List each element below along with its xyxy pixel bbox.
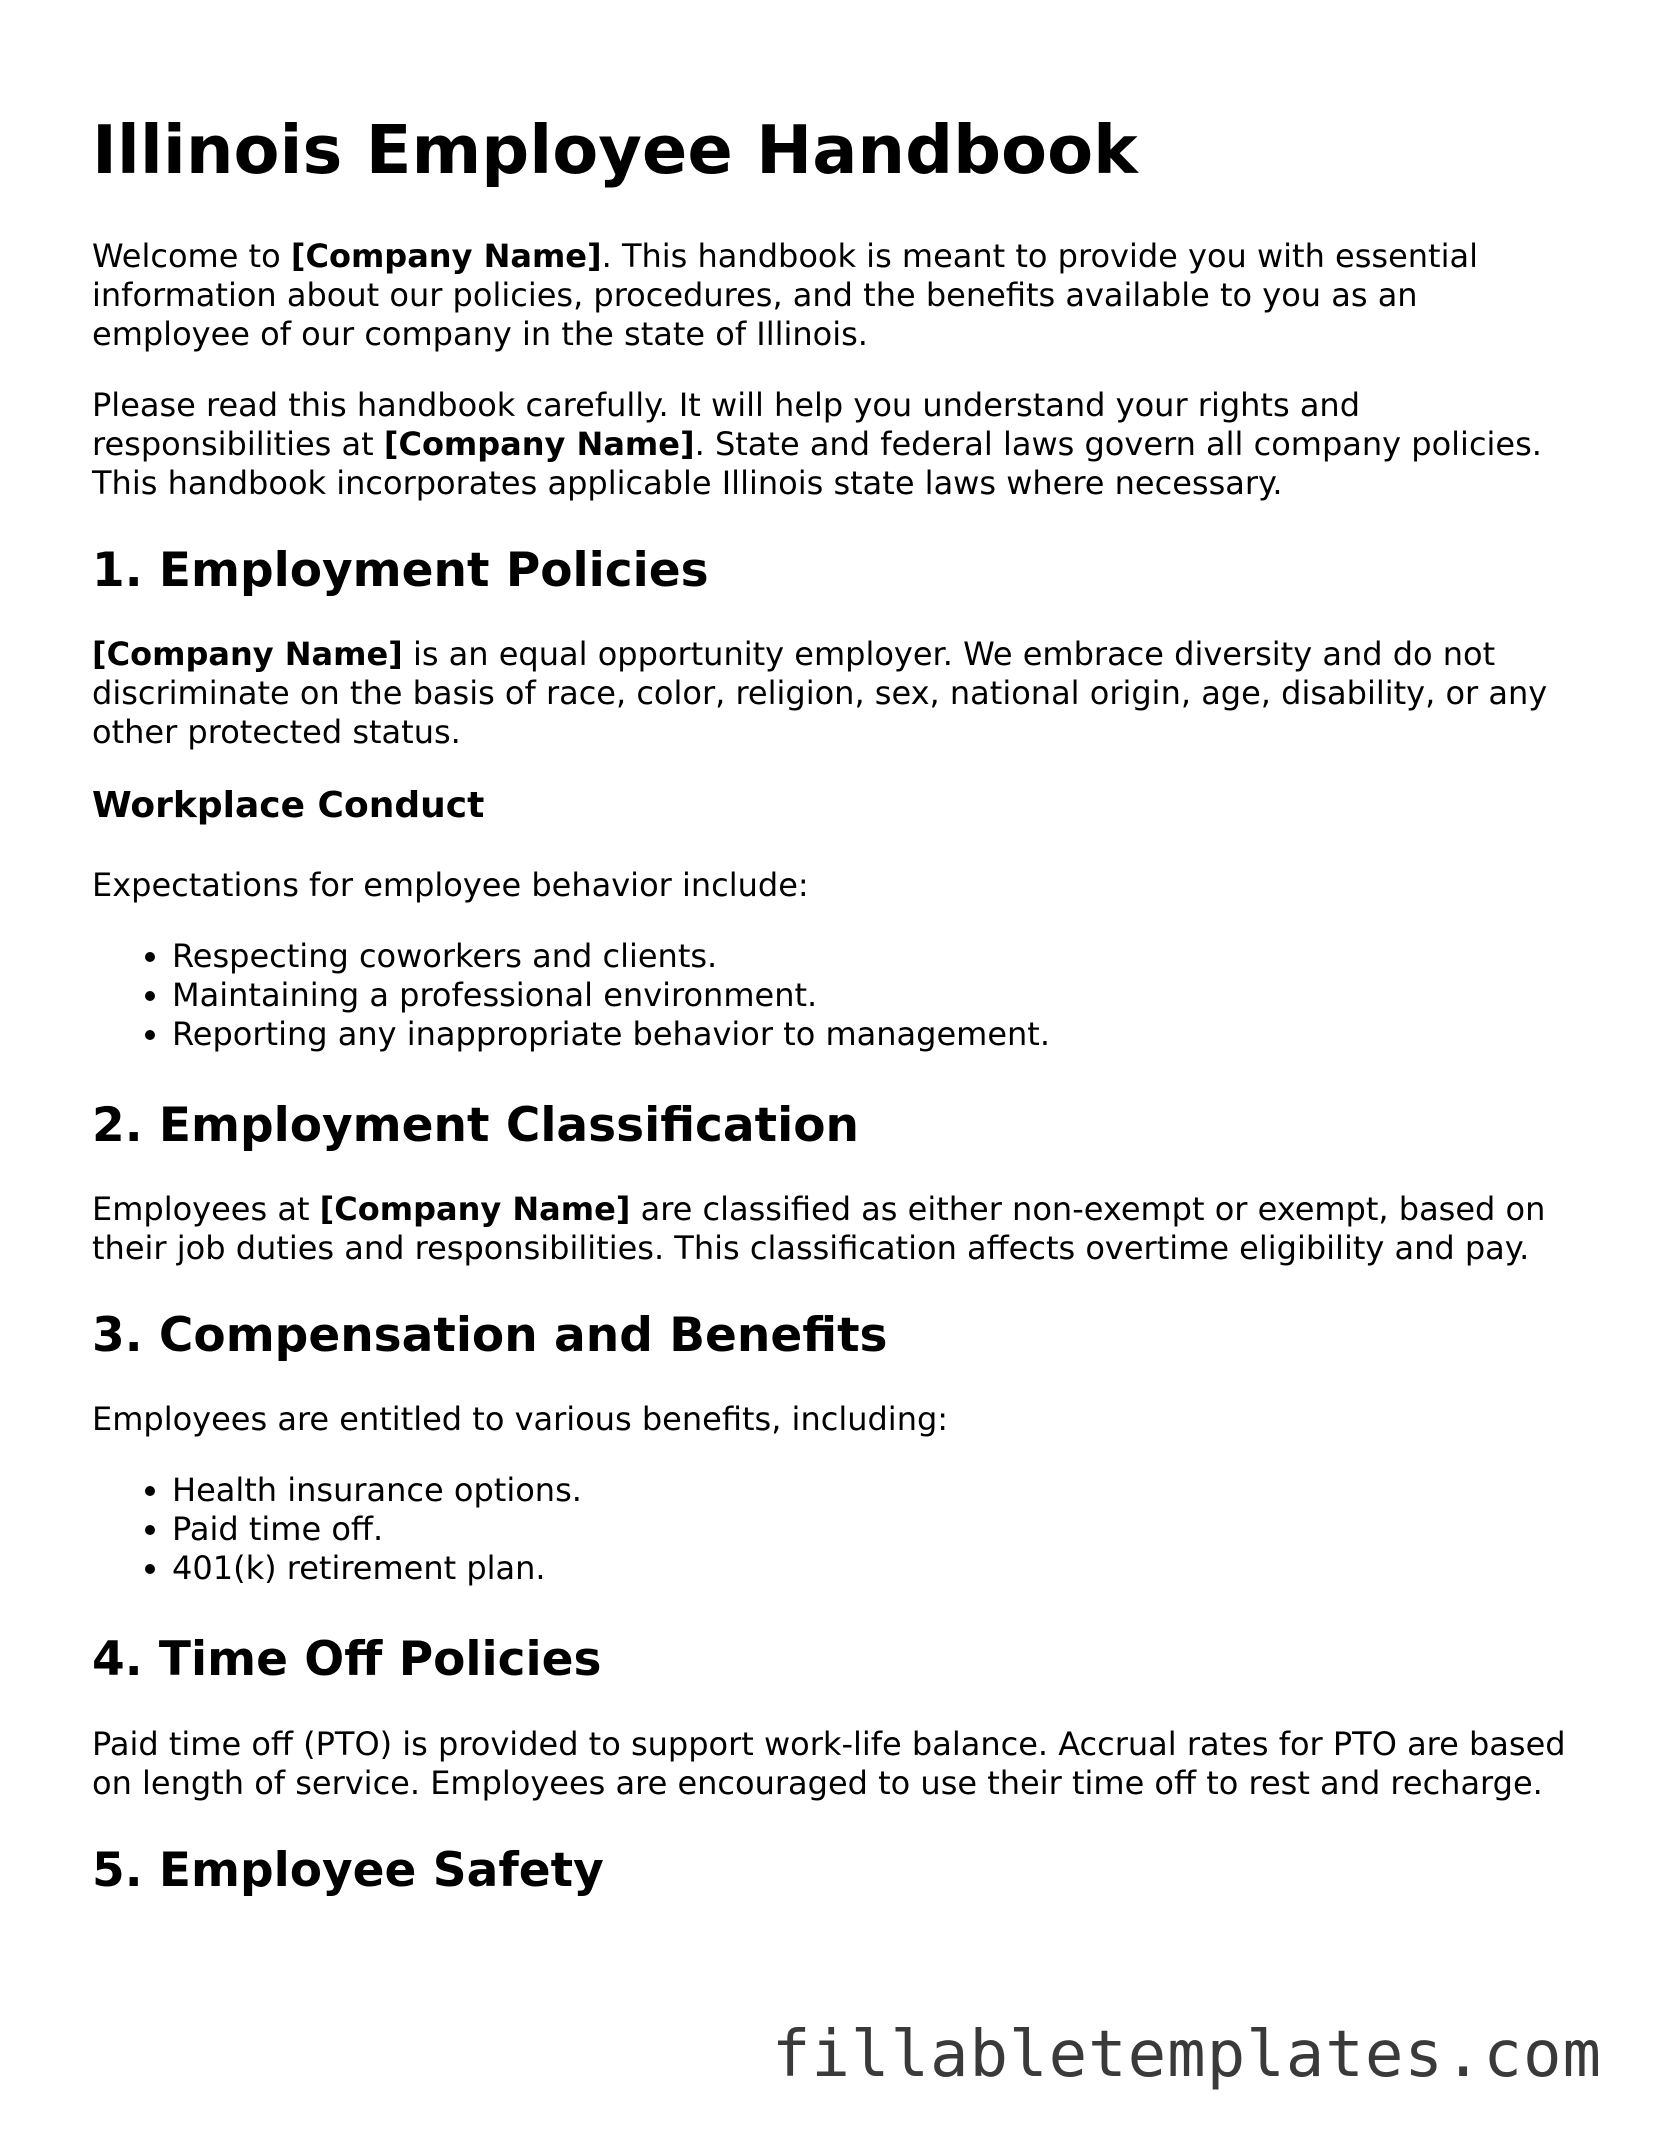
list-item: • Paid time off. <box>172 1510 1582 1549</box>
classification-before: Employees at <box>92 1190 320 1229</box>
document-title: Illinois Employee Handbook <box>92 111 1138 189</box>
intro-p2-before: Please read this handbook carefully. It will help you understand your rights and responsibilities at <box>92 386 1361 464</box>
company-name-placeholder: [Company Name] <box>290 237 602 276</box>
section-heading-time-off: 4. Time Off Policies <box>92 1632 602 1688</box>
watermark-text: fillabletemplates.com <box>771 2018 1602 2092</box>
company-name-placeholder: [Company Name] <box>319 1190 631 1229</box>
list-item: • Respecting coworkers and clients. <box>172 937 1582 976</box>
pto-paragraph: Paid time off (PTO) is provided to support work-life balance. Accrual rates for PTO are based on length of service. Employees are encouraged to use their time off to rest and recharge. <box>92 1724 1566 1802</box>
section-heading-compensation-benefits: 3. Compensation and Benefits <box>92 1308 888 1364</box>
conduct-list-intro: Expectations for employee behavior include: <box>92 865 809 904</box>
section-heading-employment-policies: 1. Employment Policies <box>92 543 709 599</box>
section-heading-employee-safety: 5. Employee Safety <box>92 1842 604 1898</box>
document-page <box>92 112 1582 1935</box>
equal-opportunity-text: is an equal opportunity employer. We embrace diversity and do not discriminate on the basis of race, color, religion, sex, national origin, age, disability, or any other protected status. <box>92 635 1548 752</box>
benefits-list <box>92 1471 1582 1588</box>
list-item: • Health insurance options. <box>172 1471 1582 1510</box>
company-name-placeholder: [Company Name] <box>383 425 695 464</box>
intro-paragraph-1 <box>92 237 1582 354</box>
list-item: • Reporting any inappropriate behavior to management. <box>172 1015 1582 1054</box>
conduct-list <box>92 937 1582 1054</box>
list-item: • 401(k) retirement plan. <box>172 1549 1582 1588</box>
intro-p1-before: Welcome to <box>92 237 291 276</box>
intro-p2-after: . State and federal laws govern all company policies. This handbook incorporates applicable Illinois state laws where necessary. <box>92 425 1542 503</box>
subheading-workplace-conduct: Workplace Conduct <box>92 785 485 827</box>
classification-after: are classified as either non-exempt or exempt, based on their job duties and responsibilities. This classification affects overtime eligibility and pay. <box>92 1190 1546 1268</box>
intro-paragraph-2 <box>92 386 1582 503</box>
list-item: • Maintaining a professional environment. <box>172 976 1582 1015</box>
company-name-placeholder: [Company Name] <box>92 635 403 674</box>
intro-p1-after: . This handbook is meant to provide you with essential information about our policies, procedures, and the benefits available to you as an employee of our company in the state of Illinois. <box>92 237 1478 354</box>
classification-paragraph <box>92 1190 1582 1268</box>
section-heading-employment-classification: 2. Employment Classification <box>92 1097 859 1153</box>
benefits-list-intro: Employees are entitled to various benefits, including: <box>92 1400 949 1439</box>
equal-opportunity-paragraph <box>92 635 1582 752</box>
